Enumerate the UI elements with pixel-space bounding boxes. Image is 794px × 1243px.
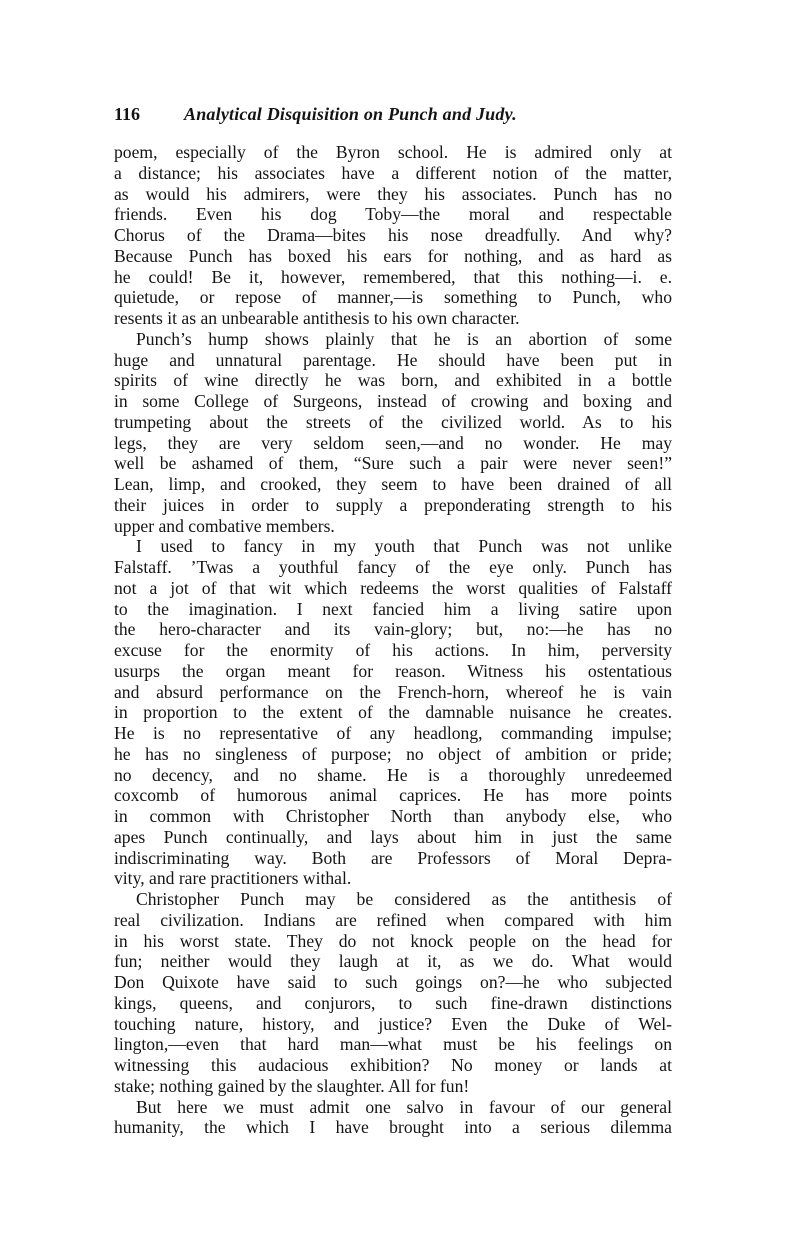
text-line: resents it as an unbearable antithesis to his own character. bbox=[114, 308, 520, 328]
text-line: quietude, or repose of manner,—is something to Punch, who bbox=[114, 287, 672, 308]
text-line: not a jot of that wit which redeems the worst qualities of Falstaff bbox=[114, 577, 672, 598]
text-line: the hero-character and its vain-glory; but, no:—he has no bbox=[114, 619, 672, 640]
paragraph bbox=[114, 536, 672, 889]
text-line: in common with Christopher North than anybody else, who bbox=[114, 806, 672, 826]
text-line: usurps the organ meant for reason. Witness his ostentatious bbox=[114, 660, 672, 681]
text-line: touching nature, history, and justice? Even the Duke of Wel- bbox=[114, 1013, 672, 1034]
paragraph bbox=[114, 889, 672, 1097]
text-line: He is no representative of any headlong, commanding impulse; bbox=[114, 723, 672, 743]
text-line: he could! Be it, however, remembered, that this nothing—i. e. bbox=[114, 266, 672, 287]
text-line: huge and unnatural parentage. He should have been put in bbox=[114, 349, 672, 370]
text-line: witnessing this audacious exhibition? No money or lands at bbox=[114, 1055, 672, 1075]
paragraph bbox=[114, 1097, 672, 1139]
paragraph bbox=[114, 142, 672, 329]
text-line: spirits of wine directly he was born, and exhibited in a bottle bbox=[114, 370, 672, 391]
text-line: a distance; his associates have a different notion of the matter, bbox=[114, 162, 672, 183]
text-line: coxcomb of humorous animal caprices. He has more points bbox=[114, 785, 672, 806]
text-line: kings, queens, and conjurors, to such fine-drawn distinctions bbox=[114, 992, 672, 1013]
text-line: indiscriminating way. Both are Professors of Moral Depra- bbox=[114, 847, 672, 868]
text-line: and absurd performance on the French-horn, whereof he is vain bbox=[114, 681, 672, 702]
text-line: excuse for the enormity of his actions. In him, perversity bbox=[114, 640, 672, 660]
text-line: in some College of Surgeons, instead of crowing and boxing and bbox=[114, 391, 672, 411]
text-line: stake; nothing gained by the slaughter. All for fun! bbox=[114, 1075, 470, 1096]
text-line: as would his admirers, were they his associates. Punch has no bbox=[114, 183, 672, 204]
text-line: upper and combative members. bbox=[114, 515, 335, 536]
text-line: in proportion to the extent of the damnable nuisance he creates. bbox=[114, 702, 672, 723]
text-line: no decency, and no shame. He is a thoroughly unredeemed bbox=[114, 764, 672, 785]
text-line: Lean, limp, and crooked, they seem to have been drained of all bbox=[114, 474, 672, 494]
text-line: trumpeting about the streets of the civilized world. As to his bbox=[114, 411, 672, 432]
text-line: vity, and rare practitioners withal. bbox=[114, 868, 352, 889]
text-line: well be ashamed of them, “Sure such a pair were never seen!” bbox=[114, 453, 672, 474]
text-line: their juices in order to supply a preponderating strength to his bbox=[114, 494, 672, 515]
text-line: Because Punch has boxed his ears for nothing, and as hard as bbox=[114, 245, 672, 266]
running-title: Analytical Disquisition on Punch and Judy. bbox=[184, 104, 517, 124]
text-line: legs, they are very seldom seen,—and no wonder. He may bbox=[114, 432, 672, 453]
text-line: Chorus of the Drama—bites his nose dreadfully. And why? bbox=[114, 225, 672, 245]
text-line: Christopher Punch may be considered as the antithesis of bbox=[136, 889, 672, 909]
text-line: Falstaff. ’Twas a youthful fancy of the eye only. Punch has bbox=[114, 557, 672, 577]
running-head bbox=[114, 104, 672, 128]
text-line: Don Quixote have said to such goings on?—he who subjected bbox=[114, 972, 672, 992]
text-line: apes Punch continually, and lays about him in just the same bbox=[114, 826, 672, 847]
body-text bbox=[114, 142, 672, 1138]
text-line: poem, especially of the Byron school. He is admired only at bbox=[114, 142, 672, 162]
text-line: I used to fancy in my youth that Punch was not unlike bbox=[136, 536, 672, 557]
text-line: he has no singleness of purpose; no object of ambition or pride; bbox=[114, 743, 672, 764]
text-line: in his worst state. They do not knock people on the head for bbox=[114, 930, 672, 951]
text-line: lington,—even that hard man—what must be his feelings on bbox=[114, 1034, 672, 1055]
text-line: humanity, the which I have brought into a serious dilemma bbox=[114, 1117, 672, 1138]
paragraph bbox=[114, 329, 672, 537]
text-line: Punch’s hump shows plainly that he is an abortion of some bbox=[136, 328, 672, 349]
text-line: real civilization. Indians are refined when compared with him bbox=[114, 909, 672, 930]
text-line: to the imagination. I next fancied him a living satire upon bbox=[114, 598, 672, 619]
text-line: fun; neither would they laugh at it, as we do. What would bbox=[114, 951, 672, 972]
page-number: 116 bbox=[114, 104, 141, 124]
text-line: friends. Even his dog Toby—the moral and respectable bbox=[114, 204, 672, 225]
text-line: But here we must admit one salvo in favour of our general bbox=[136, 1096, 672, 1117]
